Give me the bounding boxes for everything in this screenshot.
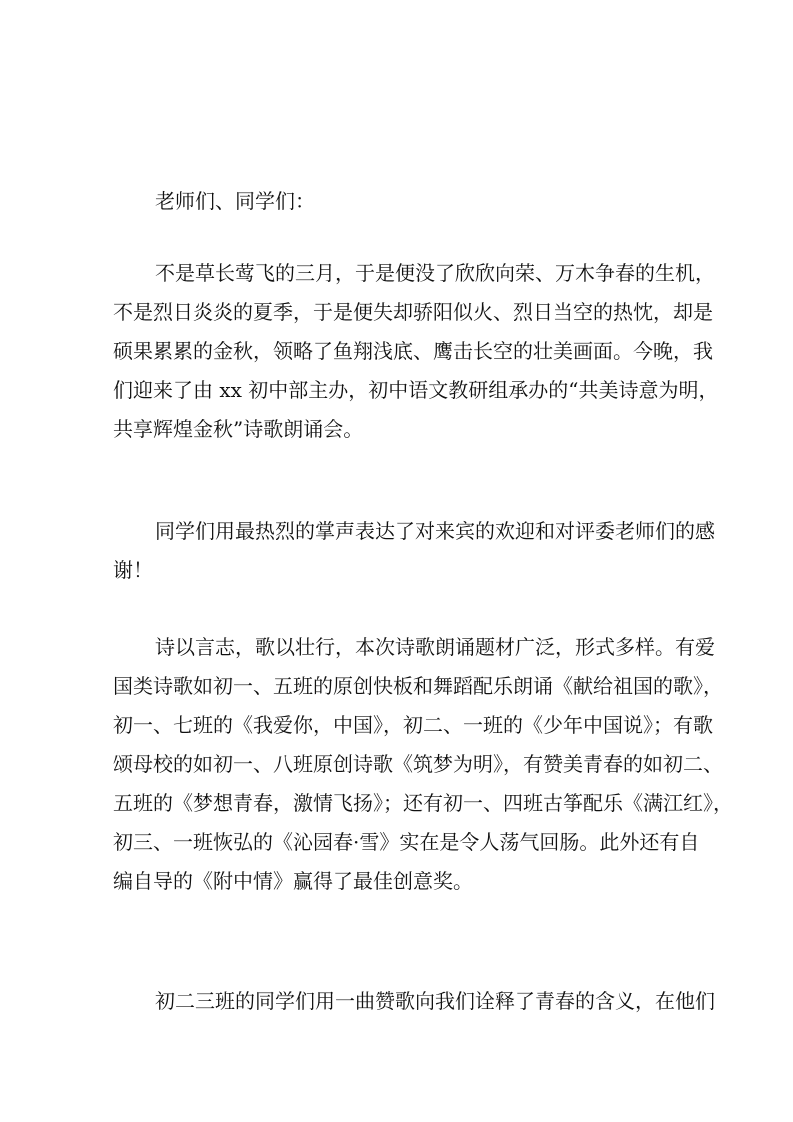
paragraph-line: 初三、一班恢弘的《沁园春·雪》实在是令人荡气回肠。此外还有自 <box>113 830 700 854</box>
paragraph-line: 初二三班的同学们用一曲赞歌向我们诠释了青春的含义，在他们 <box>155 989 715 1013</box>
paragraph-line: 共享辉煌金秋”诗歌朗诵会。 <box>113 417 364 441</box>
paragraph-line: 们迎来了由 xx 初中部主办，初中语文教研组承办的“共美诗意为明， <box>113 378 719 402</box>
paragraph-line: 同学们用最热烈的掌声表达了对来宾的欢迎和对评委老师们的感 <box>155 519 715 543</box>
paragraph-line: 初一、七班的《我爱你，中国》，初二、一班的《少年中国说》；有歌 <box>113 713 713 737</box>
paragraph-line: 不是草长莺飞的三月，于是便没了欣欣向荣、万木争春的生机， <box>155 261 715 285</box>
paragraph <box>113 982 715 1021</box>
paragraph-line: 诗以言志，歌以壮行，本次诗歌朗诵题材广泛，形式多样。有爱 <box>155 635 715 659</box>
paragraph-line: 颂母校的如初一、八班原创诗歌《筑梦为明》，有赞美青春的如初二、 <box>113 752 723 776</box>
paragraph-line: 编自导的《附中情》赢得了最佳创意奖。 <box>113 869 473 893</box>
paragraph <box>113 254 719 449</box>
paragraph-line: 硕果累累的金秋，领略了鱼翔浅底、鹰击长空的壮美画面。今晚，我 <box>113 339 713 363</box>
salutation <box>113 182 681 221</box>
paragraph-line: 谢！ <box>113 558 153 582</box>
paragraph-line: 国类诗歌如初一、五班的原创快板和舞蹈配乐朗诵《献给祖国的歌》， <box>113 674 723 698</box>
paragraph-line: 五班的《梦想青春，激情飞扬》；还有初一、四班古筝配乐《满江红》， <box>113 791 733 815</box>
paragraph-line: 不是烈日炎炎的夏季，于是便失却骄阳似火、烈日当空的热忱，却是 <box>113 300 713 324</box>
paragraph <box>113 512 715 590</box>
salutation-text: 老师们、同学们： <box>155 189 315 213</box>
paragraph <box>113 628 733 901</box>
